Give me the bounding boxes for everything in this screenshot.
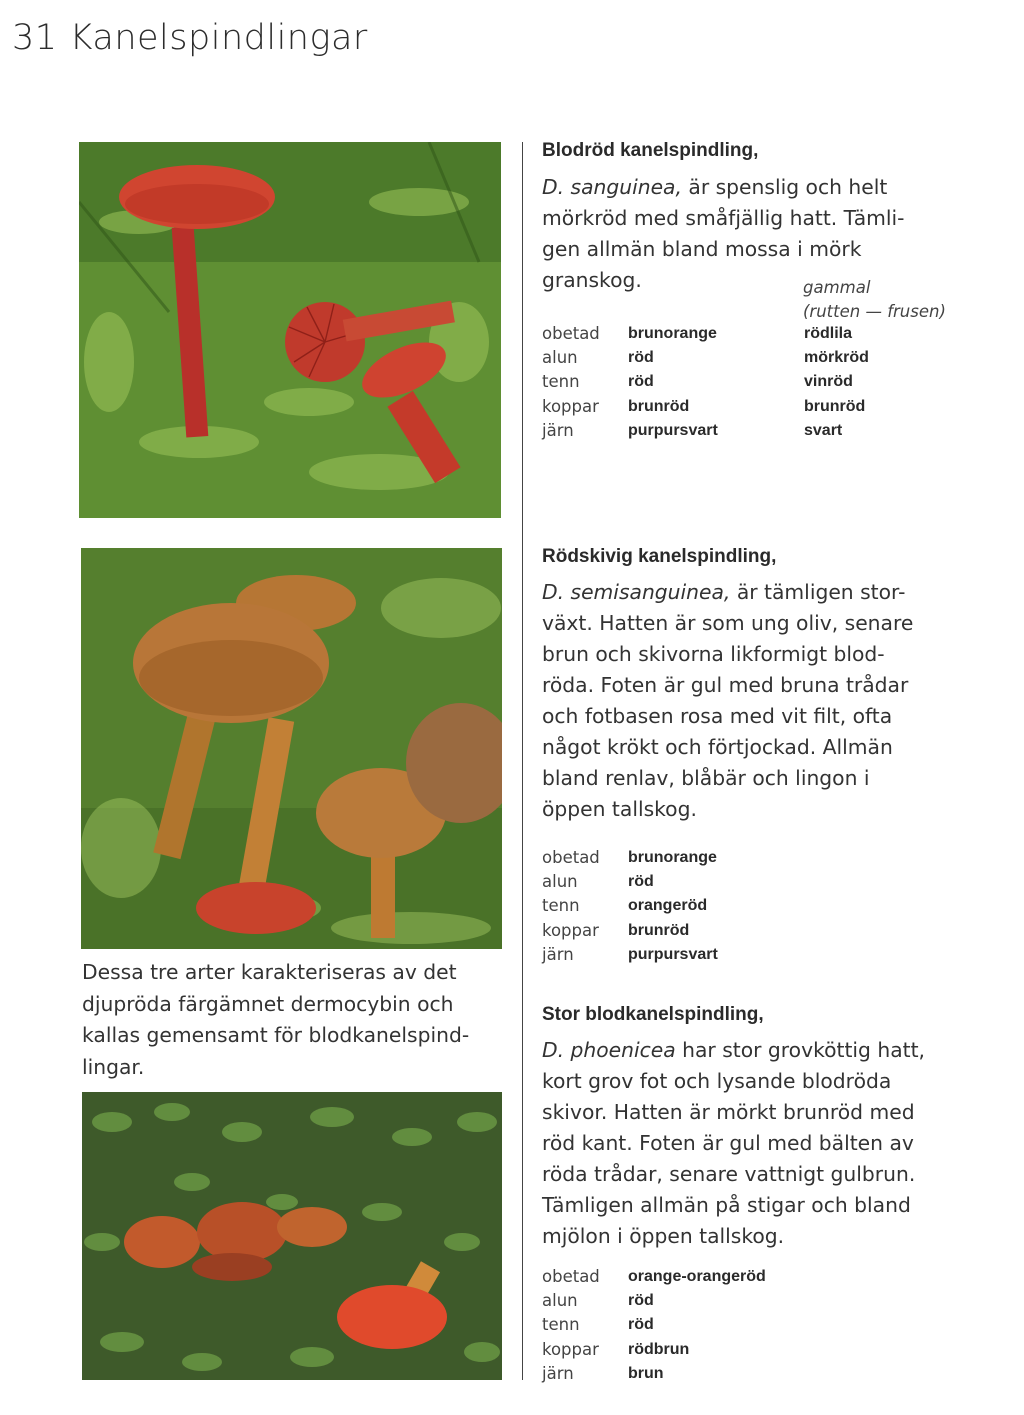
latin-name: D. phoenicea [542, 1038, 676, 1062]
reagent-row: järn brun [542, 1363, 664, 1383]
page-title [12, 18, 368, 58]
column-divider [522, 142, 523, 1380]
reagent-row: obetad brunorange [542, 848, 717, 867]
chapter-title: Kanelspindlingar [69, 18, 368, 58]
reagent-row: obetad orange-orangeröd [542, 1267, 766, 1286]
species-section-2 [542, 546, 972, 825]
species-description: D. phoenicea har stor grovköttig hatt, kort grov fot och lysande blodröda skivor. Hatten är mörkt brunröd med röd kant. Foten är gul med bälten av röda trådar, senare vattnigt gulbrun. Tämligen allmän på stigar och bland mjölon i öppen tallskog. [542, 1038, 926, 1248]
reagent-row: tenn röd [542, 1315, 654, 1335]
reagent-table-1 [542, 322, 869, 443]
species-section-1 [542, 140, 972, 296]
species-section-3 [542, 1004, 972, 1252]
species-title: Stor blodkanelspindling, [542, 1004, 764, 1025]
latin-name: D. semisanguinea, [542, 580, 731, 604]
photo-blodrod-kanelspindling [79, 142, 501, 518]
reagent-row: tenn röd vinröd [542, 372, 853, 392]
reagent-row: koppar rödbrun [542, 1339, 690, 1359]
photo-caption: Dessa tre arter karakteriseras av det djupröda färgämnet dermocybin och kallas gemensamt för blodkanelspind-lingar. [82, 960, 470, 1079]
old-column-header: gammal (rutten — frusen) [803, 278, 946, 321]
reagent-row: tenn orangeröd [542, 896, 708, 916]
reagent-row: koppar brunröd brunröd [542, 396, 866, 416]
reagent-table-3 [542, 1265, 804, 1386]
reagent-row: järn purpursvart [542, 944, 718, 964]
reagent-table-2 [542, 846, 804, 967]
photo-stor-blodkanelspindling [82, 1092, 502, 1380]
species-title: Rödskivig kanelspindling, [542, 546, 777, 567]
species-title: Blodröd kanelspindling, [542, 140, 759, 161]
species-description: D. sanguinea, är spenslig och helt mörkröd med småfjällig hatt. Tämli- gen allmän bland mossa i mörk granskog. [542, 175, 905, 292]
page-number: 31 [12, 18, 58, 58]
reagent-row: järn purpursvart svart [542, 420, 843, 440]
reagent-row: koppar brunröd [542, 920, 690, 940]
species-description: D. semisanguinea, är tämligen stor- växt. Hatten är som ung oliv, senare brun och skivorna likformigt blod- röda. Foten är gul med bruna trådar och fotbasen rosa med vit filt, ofta något krökt och förtjockad. Allmän bland renlav, blåbär och lingon i öppen tallskog. [542, 580, 914, 821]
reagent-row: alun röd [542, 1291, 654, 1311]
reagent-row: alun röd mörkröd [542, 348, 869, 368]
photo-rodskivig-kanelspindling [81, 548, 502, 949]
reagent-row: alun röd [542, 872, 654, 892]
reagent-row: obetad brunorange rödlila [542, 324, 853, 343]
latin-name: D. sanguinea, [542, 175, 682, 199]
